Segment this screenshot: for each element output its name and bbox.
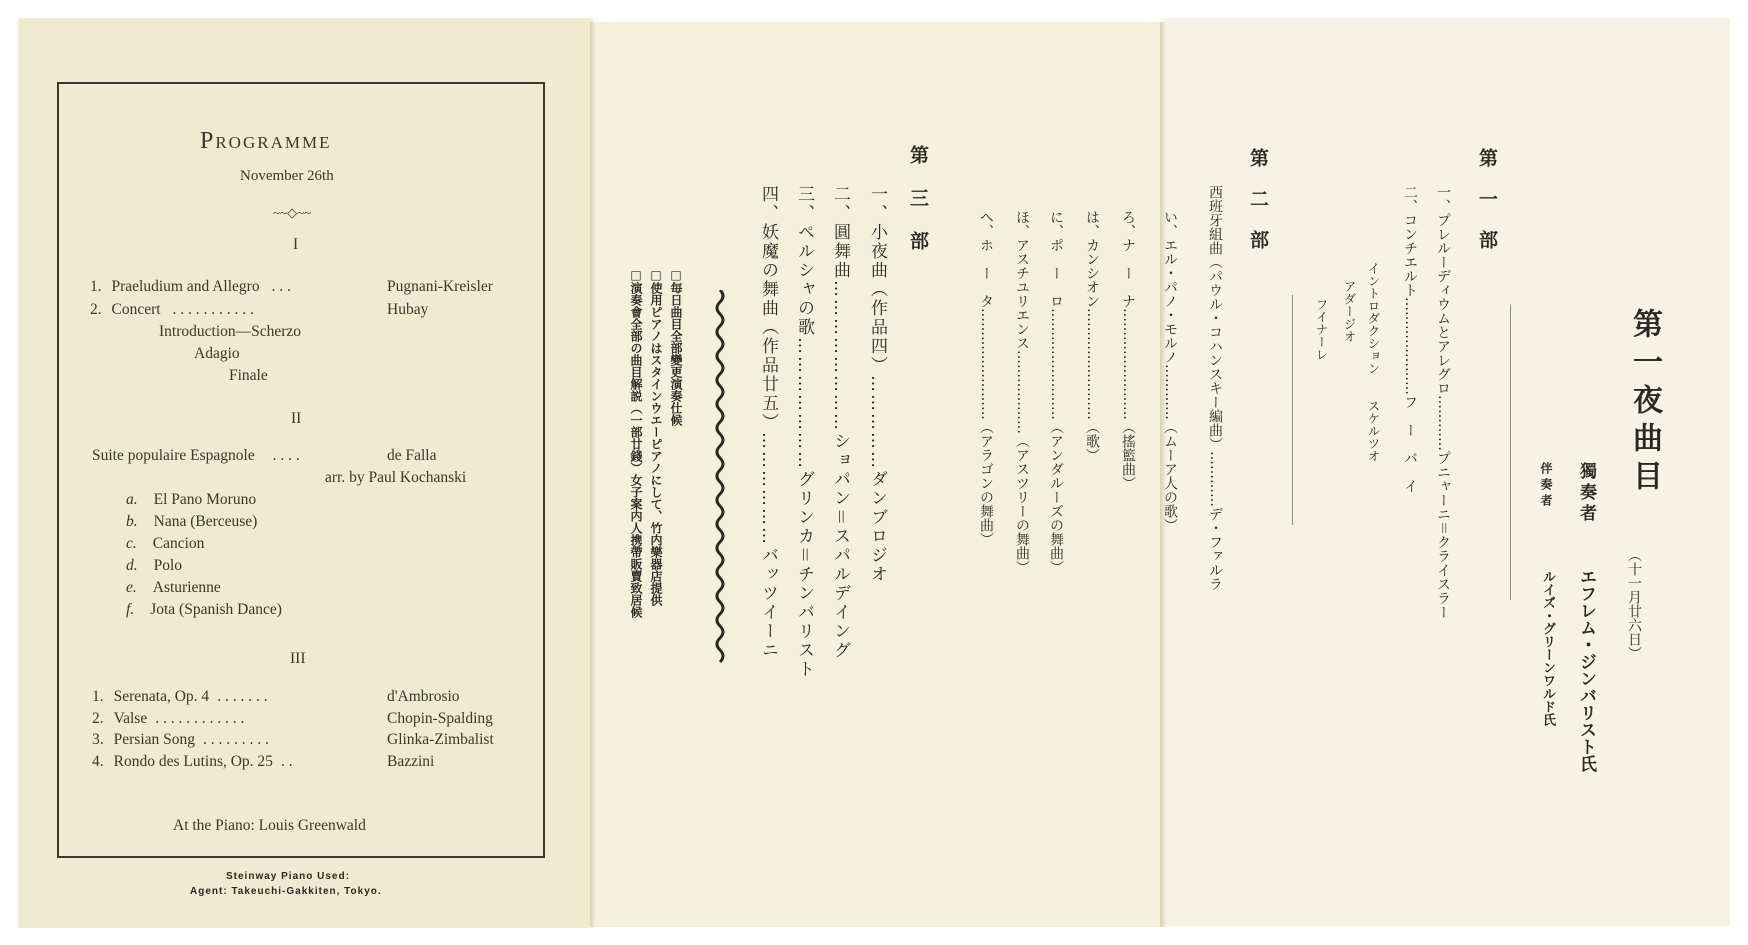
accompanist-name: ルイズ・グリーンワルド氏 [1540, 570, 1555, 726]
part-three-composer-3: Glinka-Zimbalist [387, 731, 494, 748]
movement-3: Finale [229, 367, 268, 384]
movement-1: Introduction—Scherzo [159, 323, 302, 340]
footer-steinway: Steinway Piano Used: [226, 871, 350, 882]
suite-item-d: d. Polo [126, 557, 183, 574]
suite-jp-item-ni: に、ポ ー ロ……………………（アンダルーズの舞曲） [1048, 210, 1064, 574]
part-one-movement-1: イントロダクション スケルツオ [1366, 262, 1381, 462]
suite-composer: de Falla [387, 447, 437, 464]
footer-agent: Agent: Takeuchi-Gakkiten, Tokyo. [190, 886, 382, 897]
part-three-header: 第三部 [907, 145, 929, 274]
part-one-item-1: 1. Praeludium and Allegro . . . [90, 278, 291, 295]
wavy-divider [710, 290, 730, 670]
suite-jp-item-he: へ、ホ ー タ……………………（アラゴンの舞曲） [978, 210, 994, 546]
part-three-jp-item-2: 二、圓舞曲……………………ショパン＝スパルデイング [830, 185, 850, 660]
part-three-jp-item-1: 一、小夜曲（作品四）……………ダンブロジオ [867, 185, 887, 584]
part-one-movement-3: フイナーレ [1314, 298, 1329, 361]
concert-date: （十一月廿六日） [1626, 548, 1642, 660]
note-2: □使用ピアノはスタインウエーピアノにして、竹内樂器店提供 [649, 268, 663, 606]
part-one-composer-1: Pugnani-Kreisler [387, 278, 493, 295]
part-one-jp-item-1: 一、プレルーディウムとアレグロ…………プニャーニ＝クライスラー [1435, 185, 1451, 619]
suite-item-f: f. Jota (Spanish Dance) [126, 601, 282, 618]
fold-shadow-left [590, 22, 596, 927]
programme-date: November 26th [240, 168, 334, 184]
part-three-item-4: 4. Rondo des Lutins, Op. 25 . . [92, 753, 293, 770]
part-one-header: 第一部 [1476, 148, 1498, 271]
accompanist-line: At the Piano: Louis Greenwald [173, 817, 366, 834]
note-1: □毎日曲目全部變更演奏仕候 [669, 268, 683, 426]
accompanist-label: 伴奏者 [1539, 462, 1553, 510]
suite-jp-item-ha: は、カンシオン……………………（歌） [1084, 210, 1100, 462]
part-three-item-3: 3. Persian Song . . . . . . . . . [92, 731, 269, 748]
part-one-item-2: 2. Concert . . . . . . . . . . . [90, 301, 254, 318]
part-three-jp-item-4: 四、妖魔の舞曲（作品廿五）………………バッツイーニ [758, 185, 778, 660]
part-three-composer-2: Chopin-Spalding [387, 710, 493, 727]
suite-jp-item-ro: ろ、ナ ー ナ……………………（搖籃曲） [1120, 210, 1136, 490]
part-three-composer-4: Bazzini [387, 753, 435, 770]
right-divider [1510, 305, 1511, 600]
part-three-jp-item-3: 三、ペルシャの歌…………………グリンカ＝チンバリスト [794, 185, 814, 679]
part-three-composer-1: d'Ambrosio [387, 688, 460, 705]
part-two-numeral: II [291, 410, 302, 427]
suite-item-b: b. Nana (Berceuse) [126, 513, 258, 530]
part-two-header: 第二部 [1247, 148, 1269, 271]
part-three-item-2: 2. Valse . . . . . . . . . . . . [92, 710, 245, 727]
suite-item-c: c. Cancion [126, 535, 205, 552]
suite-jp-title: 西班牙組曲（パウル・コハンスキー編曲）…………デ・ファルラ [1207, 185, 1223, 591]
part-three-item-1: 1. Serenata, Op. 4 . . . . . . . [92, 688, 268, 705]
soloist-label: 獨奏者 [1576, 462, 1596, 525]
suite-item-a: a. El Pano Moruno [126, 491, 257, 508]
suite-jp-item-i: い、エル・パノ・モルノ…………（ムーア人の歌） [1162, 210, 1178, 532]
suite-jp-item-ho: ほ、アスチユリエンス………………（アスツリーの舞曲） [1014, 210, 1030, 574]
movement-2: Adagio [194, 345, 240, 362]
suite-title: Suite populaire Espagnole . . . . [92, 447, 300, 464]
part-one-jp-item-2: 二、コンチエルト…………………フ ー バ イ [1402, 185, 1418, 493]
part-one-composer-2: Hubay [387, 301, 429, 318]
programme-title: Programme [200, 128, 332, 154]
suite-arranger: arr. by Paul Kochanski [325, 469, 467, 486]
main-title: 第一夜曲目 [1627, 308, 1662, 498]
mid-right-divider [1292, 295, 1293, 525]
flourish-ornament: ~~◇~~ [273, 205, 312, 220]
part-three-numeral: III [290, 650, 306, 667]
suite-item-e: e. Asturienne [126, 579, 221, 596]
part-one-movement-2: アダージオ [1342, 280, 1357, 343]
soloist-name: エフレム・ジンバリスト氏 [1576, 568, 1596, 772]
note-3: □演奏會全部の曲目解説（一部廿錢）女子案内人携帶販賣致居候 [629, 268, 643, 618]
part-one-numeral: I [293, 236, 299, 253]
